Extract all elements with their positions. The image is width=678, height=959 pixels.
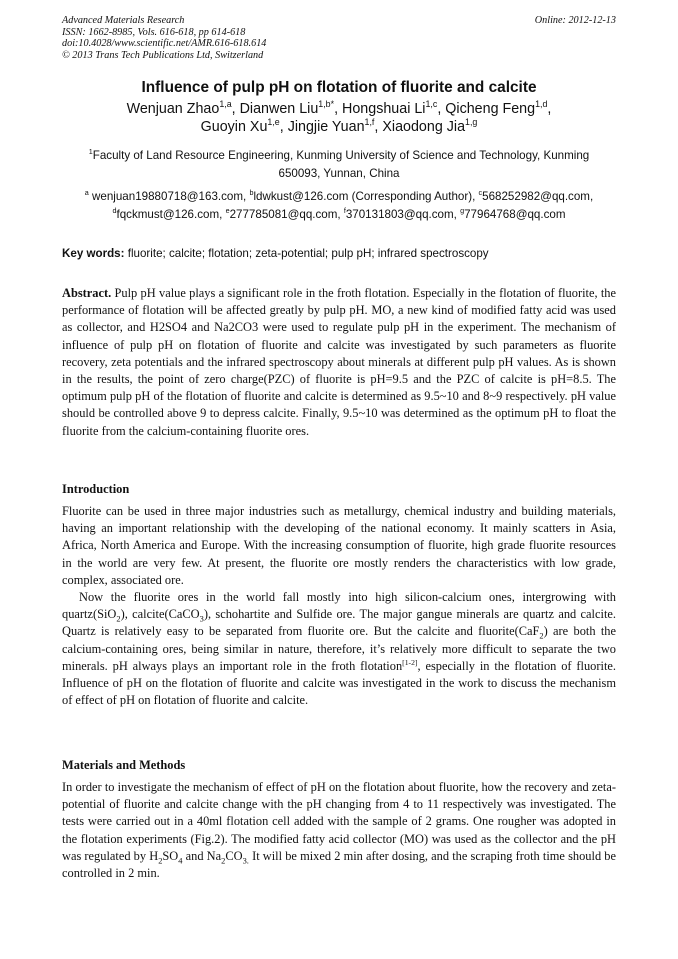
paragraph: Now the fluorite ores in the world fall mostly into high silicon-calcium ones, intergrowing with quartz(SiO$_2$), calcite(CaCO$_3$), schohartite and Sulfide ore. The major gangue minerals are quartz and calcite. Quartz is relatively easy to be separated from fluorite ore. But the calcite and fluorite(CaF$_2$) are both the calcium-containing ores, being similar in nature, therefore, it’s relatively more difficult to separate the two minerals. pH always plays an important role in the froth flotation[1-2], especially in the flotation of fluorite. Influence of pH on the flotation of fluorite and calcite was investigated in the work to discuss the mechanism of effect of pH on flotation of fluorite and calcite. — [62, 590, 616, 708]
email-link[interactable]: wenjuan19880718@163.com, — [88, 190, 250, 203]
email-link[interactable]: 568252982@qq.com, — [482, 190, 594, 203]
author-emails: $^a$ wenjuan19880718@163.com, $^b$ldwkust@126.com (Corresponding Author), $^c$568252982@qq.com, $^d$fqckmust@126.com, $^e$277785081@qq.com, $^f$370131803@qq.com, $^g$77964768@qq.com — [84, 188, 594, 221]
methods-body — [62, 779, 616, 882]
citation-ref[interactable]: [1-2] — [402, 657, 418, 667]
keywords-label: Key words: — [62, 247, 125, 260]
email-link[interactable]: fqckmust@126.com, — [116, 208, 226, 221]
doi-line[interactable]: doi:10.4028/www.scientific.net/AMR.616-618.614 — [62, 38, 267, 50]
section-heading-methods: Materials and Methods — [62, 758, 186, 772]
issn-line: ISSN: 1662-8985, Vols. 616-618, pp 614-618 — [62, 26, 246, 38]
paper-title: Influence of pulp pH on flotation of fluorite and calcite — [141, 79, 537, 96]
affiliation: $^1$Faculty of Land Resource Engineering, Kunming University of Science and Technology, Kunming 650093, Yunnan, China — [88, 147, 590, 180]
section-heading-introduction: Introduction — [62, 482, 130, 496]
email-link[interactable]: 77964768@qq.com — [464, 208, 566, 221]
paragraph: In order to investigate the mechanism of effect of pH on the flotation about fluorite, how the recovery and zeta-potential of fluorite and calcite change with the pH changing from 4 to 11 respectively was investigated. The tests were carried out in a 40ml flotation cell added with the sample of 2 grams. One rougher was adopted in the flotation experiments (Fig.2). The modified fatty acid collector (MO) was used as the collector and the pH was regulated by $H_2SO_4$ and $Na_2CO_{3.}$ It will be mixed 2 min after dosing, and the scraping froth time should be controlled in 2 min. — [62, 780, 616, 881]
paragraph: Fluorite can be used in three major industries such as metallurgy, chemical industry and building materials, having an important relationship with the developing of the national economy. It mainly scatters in Asia, Africa, North America and Europe. With the increasing consumption of fluorite, high grade fluorite resources in the world are very few. At present, the fluorite ore mostly renders the characteristics with low grade, complex, associated ore. — [62, 504, 616, 587]
author: Xiaodong Jia$^{1,g}$ — [382, 116, 478, 135]
email-link[interactable]: 277785081@qq.com, — [229, 208, 344, 221]
journal-header — [62, 15, 616, 61]
abstract — [62, 285, 616, 440]
author: Dianwen Liu$^{1,b*}$, — [239, 99, 343, 117]
author-list — [62, 101, 616, 136]
author: Qicheng Feng$^{1,d}$, — [445, 99, 552, 117]
author: Wenjuan Zhao$^{1,a}$, — [126, 99, 240, 117]
abstract-label: Abstract. — [62, 286, 112, 300]
journal-name: Advanced Materials Research — [62, 15, 185, 26]
introduction-body — [62, 503, 616, 709]
author: Guoyin Xu$^{1,e}$, — [200, 116, 288, 135]
online-date: Online: 2012-12-13 — [534, 15, 616, 26]
author: Jingjie Yuan$^{1,f}$, — [287, 116, 383, 135]
author: Hongshuai Li$^{1,c}$, — [342, 99, 446, 117]
email-link[interactable]: ldwkust@126.com (Corresponding Author), — [253, 190, 479, 203]
keywords — [62, 247, 616, 260]
email-link[interactable]: 370131803@qq.com, — [345, 208, 461, 221]
abstract-text: Pulp pH value plays a significant role in the froth flotation. Especially in the flotation of fluorite, the performance of flotation will be affected greatly by pulp pH. MO, a new kind of modified fatty acid was used as collector, and H2SO4 and Na2CO3 were used to regulate pulp pH in the experiment. The mechanism of influence of pulp pH on flotation of fluorite and calcite was investigated by such parameters as fluorite recovery, zeta potentials and the infrared spectroscopy about minerals at different pulp pH values. As is shown in the results, the point of zero charge(PZC) of fluorite is pH=9.5 and the PZC of calcite is pH=8.5. The optimum pulp pH of the flotation of fluorite and calcite is determined as 9.5~10 and 8~9 respectively. pH value should be controlled above 9 to depress calcite. Finally, 9.5~10 was determined as the optimum pH to float the fluorite from the calcium-containing fluorite ores. — [62, 286, 616, 438]
keywords-text: fluorite; calcite; flotation; zeta-potential; pulp pH; infrared spectroscopy — [124, 247, 489, 260]
copyright-line: © 2013 Trans Tech Publications Ltd, Switzerland — [62, 49, 264, 61]
